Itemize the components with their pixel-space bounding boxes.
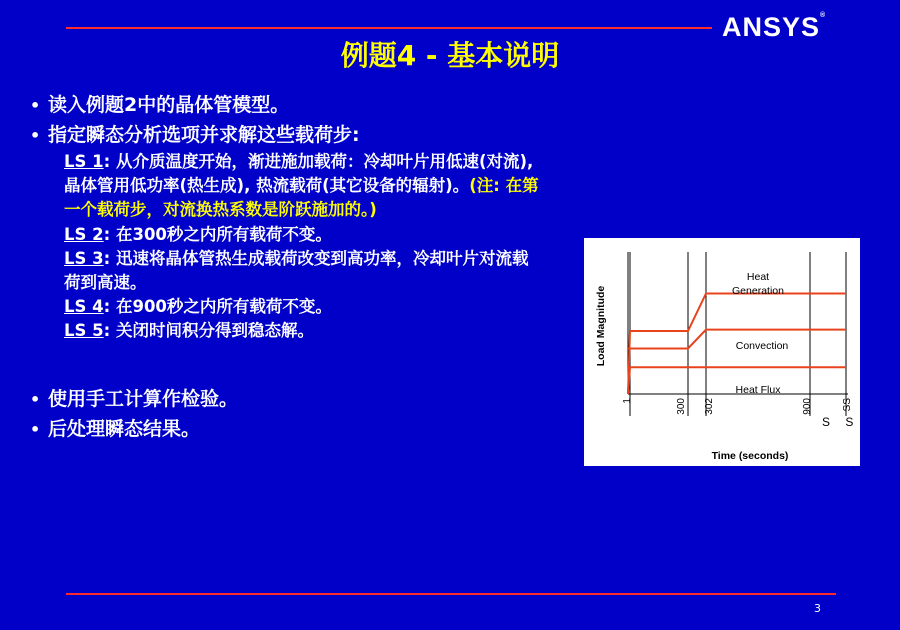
bullet-1: • 读入例题2中的晶体管模型。 bbox=[30, 94, 290, 116]
bullet-dot-icon: • bbox=[30, 420, 41, 439]
load-step-5: LS 5: 关闭时间积分得到稳态解。 bbox=[64, 321, 314, 341]
load-history-chart bbox=[584, 238, 860, 466]
axis-break-icon: S S bbox=[822, 415, 860, 429]
series-label: Heat bbox=[746, 271, 770, 283]
bullet-dot-icon: • bbox=[30, 126, 41, 145]
series-label: Generation bbox=[732, 285, 784, 297]
chart-background bbox=[584, 238, 860, 466]
x-tick-label: 302 bbox=[704, 398, 715, 415]
bullet-3: • 使用手工计算作检验。 bbox=[30, 388, 239, 410]
x-tick-label: 300 bbox=[676, 398, 687, 415]
bullet-dot-icon: • bbox=[30, 96, 41, 115]
page-number: 3 bbox=[814, 602, 821, 615]
series-label: Heat Flux bbox=[735, 384, 781, 396]
series-label: Convection bbox=[735, 340, 789, 352]
bullet-dot-icon: • bbox=[30, 390, 41, 409]
load-step-4: LS 4: 在900秒之内所有载荷不变。 bbox=[64, 297, 332, 317]
load-step-1: LS 1: 从介质温度开始，渐进施加载荷：冷却叶片用低速(对流), 晶体管用低功率(热生成), 热流载荷(其它设备的辐射)。(注: 在第一个载荷步，对流换热系数是阶跃施加的。) bbox=[64, 152, 539, 220]
x-tick-label: 900 bbox=[802, 398, 813, 415]
ansys-logo: ANSYS® bbox=[722, 12, 827, 42]
y-axis-label: Load Magnitude bbox=[595, 285, 607, 367]
bullet-4: • 后处理瞬态结果。 bbox=[30, 418, 201, 440]
x-axis-label: Time (seconds) bbox=[711, 450, 789, 462]
top-rule bbox=[66, 27, 712, 29]
bottom-rule bbox=[66, 593, 836, 595]
load-step-list bbox=[64, 150, 544, 344]
load-step-2: LS 2: 在300秒之内所有载荷不变。 bbox=[64, 224, 332, 244]
page-title: 例题4 - 基本说明 bbox=[340, 39, 560, 72]
x-tick-label: 1 bbox=[622, 398, 633, 404]
x-tick-label: SS bbox=[842, 398, 853, 412]
load-step-3: LS 3: 迅速将晶体管热生成载荷改变到高功率，冷却叶片对流载荷到高速。 bbox=[64, 248, 529, 293]
bullet-2: • 指定瞬态分析选项并求解这些载荷步: bbox=[30, 124, 360, 146]
